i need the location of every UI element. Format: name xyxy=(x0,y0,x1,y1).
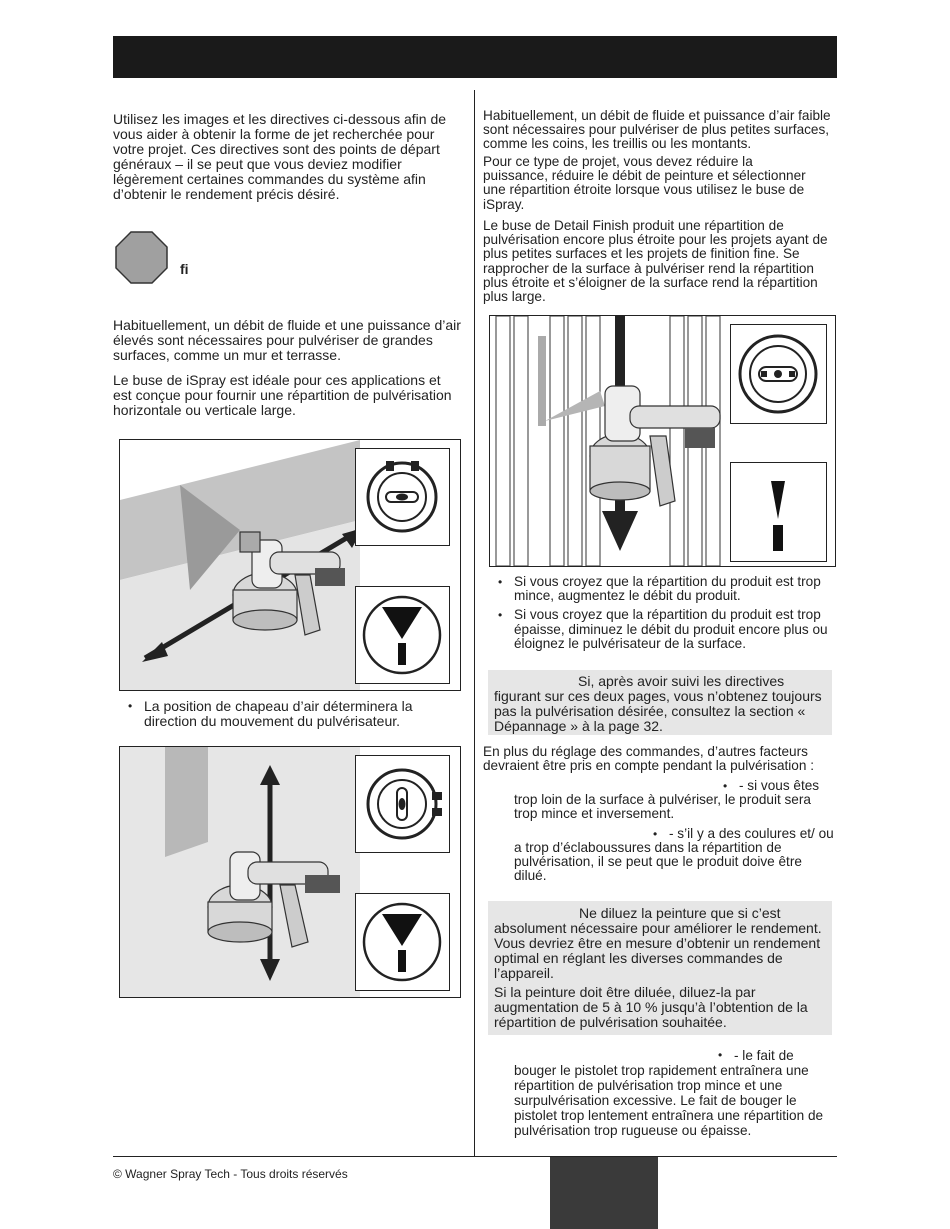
speed-bullet-list xyxy=(496,1048,836,1138)
air-cap-horizontal-icon xyxy=(356,449,449,545)
detail-nozzle-icon xyxy=(731,325,826,423)
narrow-spray-pattern-icon xyxy=(731,463,826,561)
note-box-thinning xyxy=(488,901,832,1035)
small-surfaces-paragraph: Habituellement, un débit de fluide et puissance d’air faible sont nécessaires pour pulvériser de plus petites surfaces, comme les coins, les treillis ou les montants. xyxy=(483,108,831,152)
horizontal-spray-figure xyxy=(119,439,461,691)
copyright: © Wagner Spray Tech - Tous droits réservés xyxy=(113,1167,348,1181)
detail-finish-paragraph: Le buse de Detail Finish produit une répartition de pulvérisation encore plus étroite pour les projets ayant de plus petites surfaces et les projets de finition fine. Se rapprocher de la surface à pulvériser rend la répartition plus étroite et s’éloigner de la surface rend la répartition plus large. xyxy=(483,218,828,305)
note-text: Si la peinture doit être diluée, diluez-la par augmentation de 5 à 10 % jusqu’à l’obtention de la répartition de pulvérisation souhaitée. xyxy=(494,984,808,1030)
spray-pattern-vertical-inset xyxy=(355,893,450,991)
wide-spray-pattern-icon xyxy=(356,587,449,683)
note-text: Si, après avoir suivi les directives figurant sur ces deux pages, vous n’obtenez toujours pas la pulvérisation désirée, consultez la section « Dépannage » à la page 32. xyxy=(494,673,822,734)
list-item: • - s’il y a des coulures et/ ou a trop d’éclaboussures dans la répartition de pulvérisation, il se peut que le produit doive être dilué. xyxy=(496,827,836,884)
footer-rule xyxy=(113,1156,837,1157)
other-factors-paragraph: En plus du réglage des commandes, d’autres facteurs devraient être pris en compte pendant la pulvérisation : xyxy=(483,744,814,774)
air-cap-vertical-icon xyxy=(356,756,449,852)
column-divider xyxy=(474,90,475,1156)
page-number-box xyxy=(550,1157,658,1229)
list-item: • La position de chapeau d’air déterminera la direction du mouvement du pulvérisateur. xyxy=(126,699,456,729)
note-text: Ne diluez la peinture que si c’est absolument nécessaire pour améliorer le rendement. Vous devriez être en mesure d’obtenir un rendement optimal en réglant les diverses commandes de l’appareil. xyxy=(494,905,822,981)
stop-note-glyph: fi xyxy=(180,261,189,277)
list-item: • - le fait de bouger le pistolet trop rapidement entraînera une répartition de pulvérisation trop mince et une surpulvérisation excessive. Le fait de bouger le pistolet trop lentement entraînera une répartition de pulvérisation trop rugueuse ou épaisse. xyxy=(496,1048,836,1138)
air-cap-vertical-inset xyxy=(355,755,450,853)
reduce-power-paragraph: Pour ce type de projet, vous devez réduire la puissance, réduire le débit de peinture et sélectionner une répartition étroite lorsque vous utilisez le buse de iSpray. xyxy=(483,154,806,212)
spray-pattern-horizontal-inset xyxy=(355,586,450,684)
stop-sign-icon xyxy=(115,231,168,284)
section-header-bar xyxy=(113,36,837,78)
factors-bullet-list xyxy=(496,779,836,883)
ispray-paragraph: Le buse de iSpray est idéale pour ces applications et est conçue pour fournir une répartition de pulvérisation horizontale ou verticale large. xyxy=(113,372,452,418)
wide-spray-pattern-icon xyxy=(356,894,449,990)
list-item: • Si vous croyez que la répartition du produit est trop épaisse, diminuez le débit du produit encore plus ou éloignez le pulvérisateur de la surface. xyxy=(496,608,841,651)
air-cap-bullet-list xyxy=(126,699,456,729)
detail-spray-figure xyxy=(489,315,836,567)
note-box-troubleshooting xyxy=(488,670,832,735)
large-surfaces-paragraph: Habituellement, un débit de fluide et une puissance d’air élevés sont nécessaires pour pulvériser de grandes surfaces, comme un mur et terrasse. xyxy=(113,317,461,363)
air-cap-horizontal-inset xyxy=(355,448,450,546)
intro-paragraph: Utilisez les images et les directives ci-dessous afin de vous aider à obtenir la forme de jet recherchée pour votre projet. Ces directives sont des points de départ généraux – il se peut que vous deviez modifier légèrement certaines commandes du système afin d’obtenir le rendement précis désiré. xyxy=(113,111,447,202)
detail-nozzle-inset xyxy=(730,324,827,424)
vertical-spray-figure xyxy=(119,746,461,998)
list-item: • Si vous croyez que la répartition du produit est trop mince, augmentez le débit du produit. xyxy=(496,575,841,603)
narrow-pattern-inset xyxy=(730,462,827,562)
pattern-bullet-list xyxy=(496,575,841,651)
list-item: • - si vous êtes trop loin de la surface à pulvériser, le produit sera trop mince et inversement. xyxy=(496,779,836,822)
